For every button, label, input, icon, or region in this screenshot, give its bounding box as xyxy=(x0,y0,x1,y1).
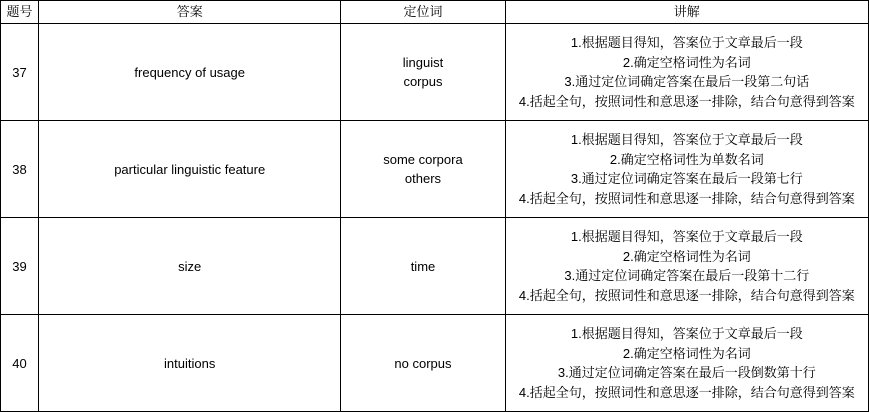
explanation-line: 1.根据题目得知，答案位于文章最后一段 xyxy=(570,326,803,341)
cell-answer: particular linguistic feature xyxy=(39,121,341,218)
column-header-question-number: 题号 xyxy=(1,1,39,24)
explanation-line: 3.通过定位词确定答案在最后一段第十二行 xyxy=(564,268,810,283)
cell-question-number: 37 xyxy=(1,24,39,121)
table-row xyxy=(1,121,869,218)
explanation-line: 2.确定空格词性为名词 xyxy=(622,345,751,361)
explanation-line: 1.根据题目得知，答案位于文章最后一段 xyxy=(570,132,803,147)
explanation-line: 2.确定空格词性为单数名词 xyxy=(609,151,764,167)
cell-explanation xyxy=(505,218,868,315)
column-header-locator: 定位词 xyxy=(341,1,505,24)
explanation-line: 4.括起全句，按照词性和意思逐一排除，结合句意得到答案 xyxy=(518,190,855,206)
cell-locator xyxy=(341,121,505,218)
cell-explanation xyxy=(505,121,868,218)
explanation-line: 4.括起全句，按照词性和意思逐一排除，结合句意得到答案 xyxy=(518,384,855,400)
explanation-line: 3.通过定位词确定答案在最后一段倒数第十行 xyxy=(557,365,816,380)
cell-locator xyxy=(341,218,505,315)
locator-line: others xyxy=(404,171,442,186)
cell-locator xyxy=(341,24,505,121)
column-header-answer: 答案 xyxy=(39,1,341,24)
table-row xyxy=(1,218,869,315)
table-row xyxy=(1,315,869,412)
locator-line: some corpora xyxy=(383,152,463,167)
explanation-line: 3.通过定位词确定答案在最后一段第七行 xyxy=(570,171,803,186)
column-header-explanation: 讲解 xyxy=(505,1,868,24)
cell-question-number: 38 xyxy=(1,121,39,218)
cell-locator xyxy=(341,315,505,412)
table-header-row xyxy=(1,1,869,24)
explanation-line: 1.根据题目得知，答案位于文章最后一段 xyxy=(570,35,803,50)
cell-question-number: 39 xyxy=(1,218,39,315)
locator-line: time xyxy=(410,258,436,274)
cell-explanation xyxy=(505,24,868,121)
cell-question-number: 40 xyxy=(1,315,39,412)
explanation-line: 3.通过定位词确定答案在最后一段第二句话 xyxy=(564,74,810,89)
explanation-line: 2.确定空格词性为名词 xyxy=(622,248,751,264)
explanation-line: 4.括起全句，按照词性和意思逐一排除，结合句意得到答案 xyxy=(518,93,855,109)
locator-line: corpus xyxy=(403,74,443,89)
cell-answer: frequency of usage xyxy=(39,24,341,121)
table-row xyxy=(1,24,869,121)
cell-answer: intuitions xyxy=(39,315,341,412)
explanation-line: 2.确定空格词性为名词 xyxy=(622,54,751,70)
locator-line: no corpus xyxy=(394,355,452,371)
explanation-line: 1.根据题目得知，答案位于文章最后一段 xyxy=(570,229,803,244)
locator-line: linguist xyxy=(402,55,444,70)
cell-answer: size xyxy=(39,218,341,315)
cell-explanation xyxy=(505,315,868,412)
explanation-line: 4.括起全句，按照词性和意思逐一排除，结合句意得到答案 xyxy=(518,287,855,303)
